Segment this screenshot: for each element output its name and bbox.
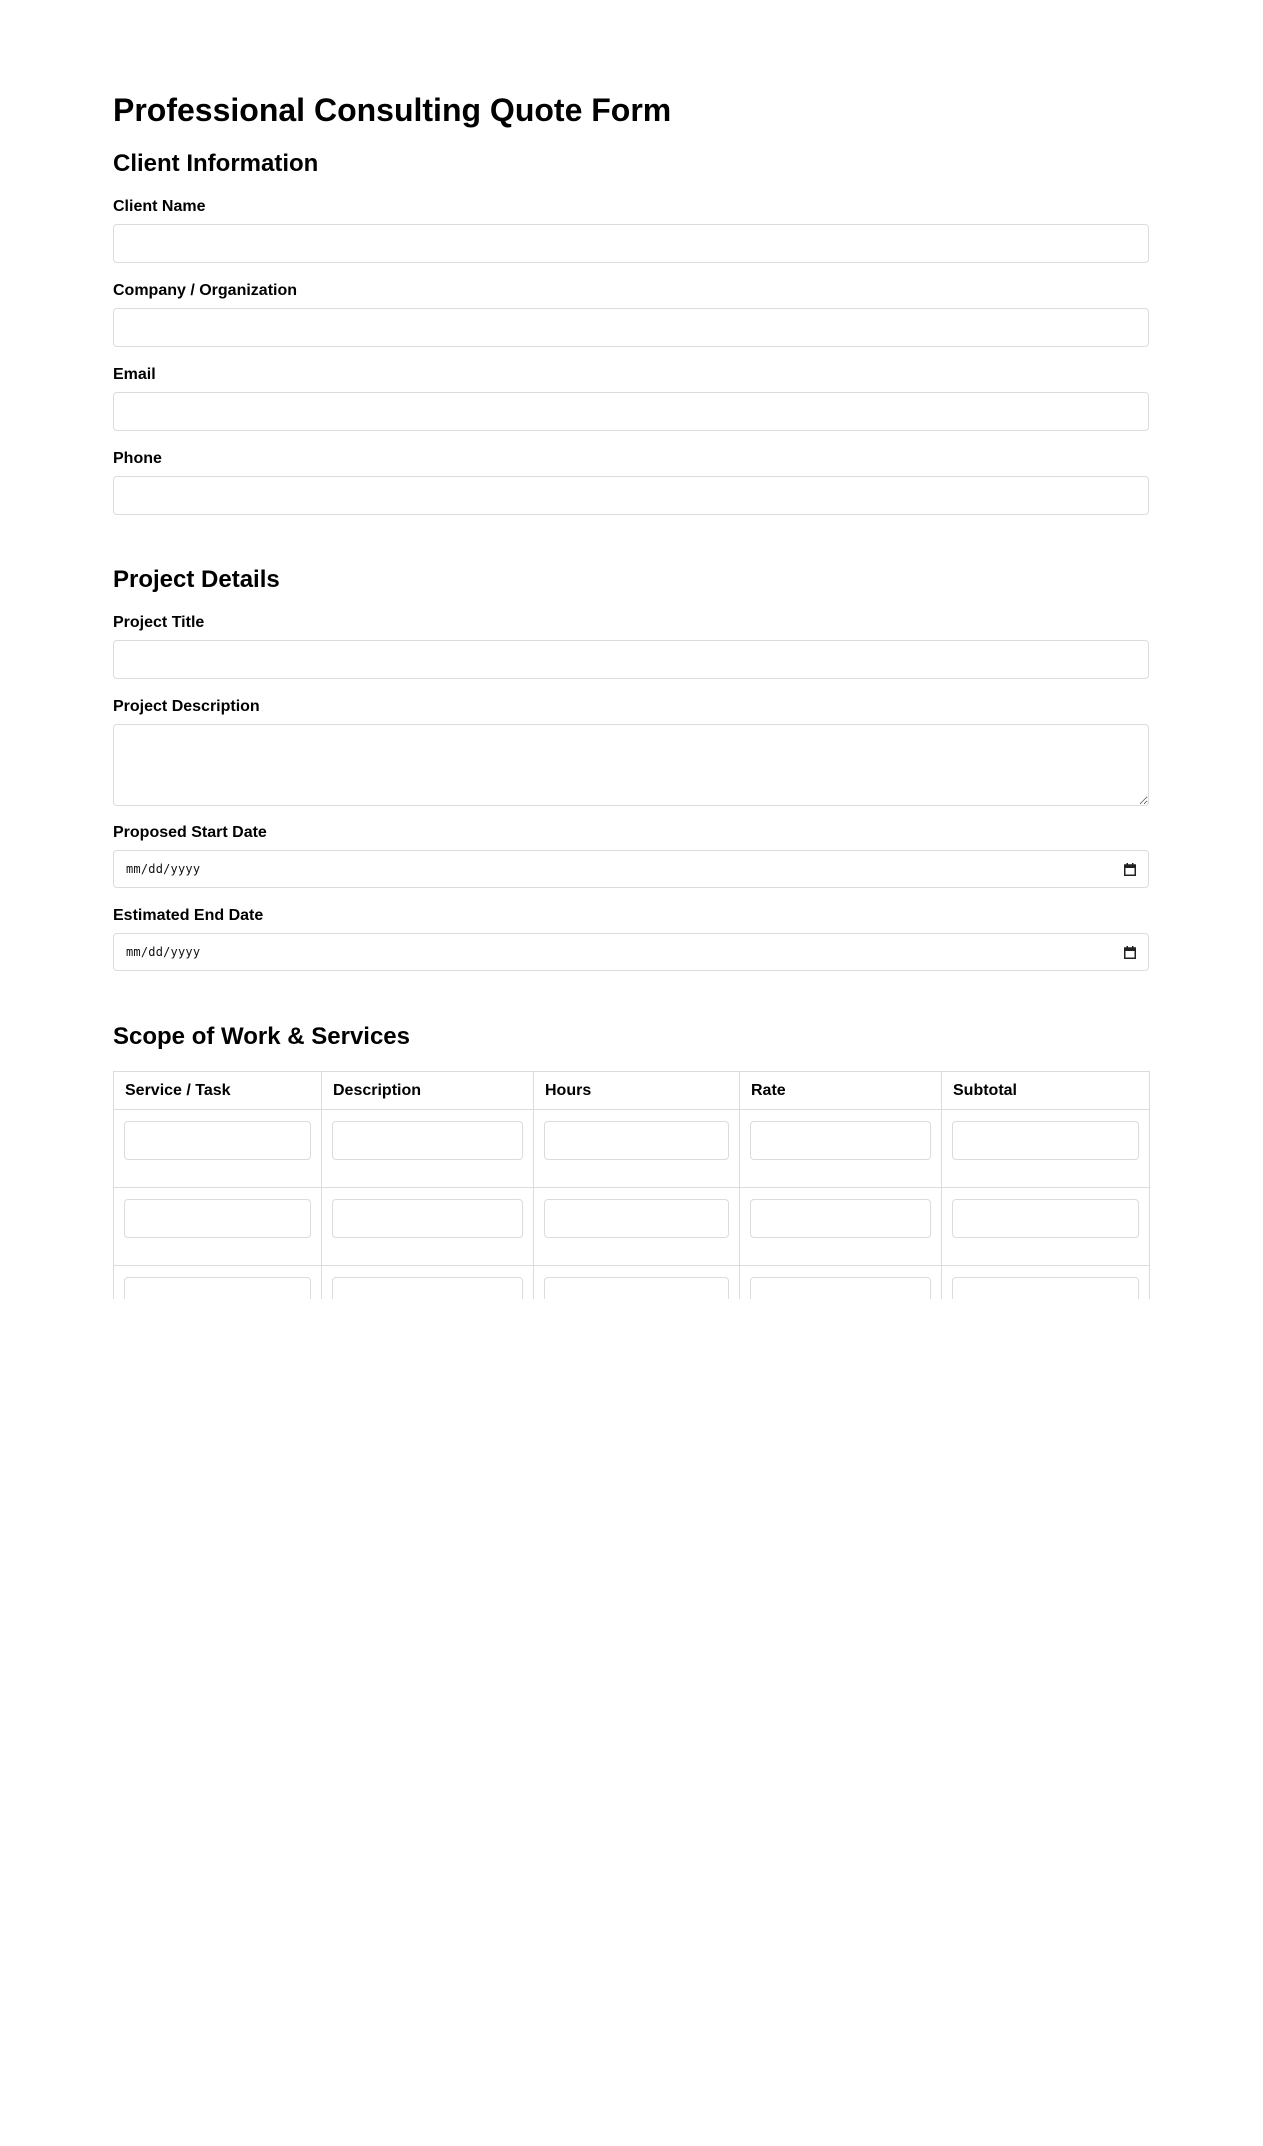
column-header-description: Description — [322, 1072, 534, 1110]
subtotal-input[interactable] — [952, 1121, 1139, 1160]
estimated-end-date-input[interactable] — [113, 933, 1149, 971]
section-heading-client-information: Client Information — [113, 150, 319, 177]
service-task-input[interactable] — [124, 1121, 311, 1160]
column-header-rate: Rate — [740, 1072, 942, 1110]
rate-input[interactable] — [750, 1121, 931, 1160]
table-cell — [534, 1266, 740, 1300]
phone-label: Phone — [113, 450, 162, 467]
calendar-icon[interactable] — [1124, 946, 1136, 959]
table-cell — [114, 1110, 322, 1188]
table-cell — [942, 1266, 1150, 1300]
company-input[interactable] — [113, 308, 1149, 347]
description-input[interactable] — [332, 1199, 523, 1238]
project-description-label: Project Description — [113, 698, 260, 715]
phone-input[interactable] — [113, 476, 1149, 515]
start-date-placeholder: mm/dd/yyyy — [126, 862, 201, 876]
rate-input[interactable] — [750, 1199, 931, 1238]
table-cell — [534, 1188, 740, 1266]
table-cell — [322, 1110, 534, 1188]
client-name-label: Client Name — [113, 198, 206, 215]
table-cell — [942, 1188, 1150, 1266]
page-title: Professional Consulting Quote Form — [113, 92, 672, 128]
table-cell — [534, 1110, 740, 1188]
email-label: Email — [113, 366, 156, 383]
client-name-input[interactable] — [113, 224, 1149, 263]
calendar-icon[interactable] — [1124, 863, 1136, 876]
table-cell — [114, 1266, 322, 1300]
section-heading-project-details: Project Details — [113, 566, 280, 593]
hours-input[interactable] — [544, 1121, 729, 1160]
project-title-input[interactable] — [113, 640, 1149, 679]
table-cell — [322, 1266, 534, 1300]
project-description-textarea[interactable] — [113, 724, 1149, 806]
table-cell — [740, 1188, 942, 1266]
table-cell — [740, 1110, 942, 1188]
proposed-start-date-input[interactable] — [113, 850, 1149, 888]
project-title-label: Project Title — [113, 614, 205, 631]
scope-of-work-table — [113, 1071, 1150, 1299]
description-input[interactable] — [332, 1121, 523, 1160]
section-heading-scope-of-work: Scope of Work & Services — [113, 1023, 410, 1050]
table-header-row — [114, 1072, 1150, 1110]
proposed-start-date-label: Proposed Start Date — [113, 824, 267, 841]
table-row — [114, 1110, 1150, 1188]
table-cell — [942, 1110, 1150, 1188]
estimated-end-date-label: Estimated End Date — [113, 907, 264, 924]
end-date-placeholder: mm/dd/yyyy — [126, 945, 201, 959]
description-input[interactable] — [332, 1277, 523, 1299]
table-cell — [740, 1266, 942, 1300]
column-header-subtotal: Subtotal — [942, 1072, 1150, 1110]
hours-input[interactable] — [544, 1199, 729, 1238]
rate-input[interactable] — [750, 1277, 931, 1299]
email-input[interactable] — [113, 392, 1149, 431]
column-header-service-task: Service / Task — [114, 1072, 322, 1110]
table-row — [114, 1188, 1150, 1266]
table-cell — [114, 1188, 322, 1266]
company-label: Company / Organization — [113, 282, 298, 299]
hours-input[interactable] — [544, 1277, 729, 1299]
table-cell — [322, 1188, 534, 1266]
subtotal-input[interactable] — [952, 1199, 1139, 1238]
service-task-input[interactable] — [124, 1277, 311, 1299]
column-header-hours: Hours — [534, 1072, 740, 1110]
table-row — [114, 1266, 1150, 1300]
subtotal-input[interactable] — [952, 1277, 1139, 1299]
service-task-input[interactable] — [124, 1199, 311, 1238]
